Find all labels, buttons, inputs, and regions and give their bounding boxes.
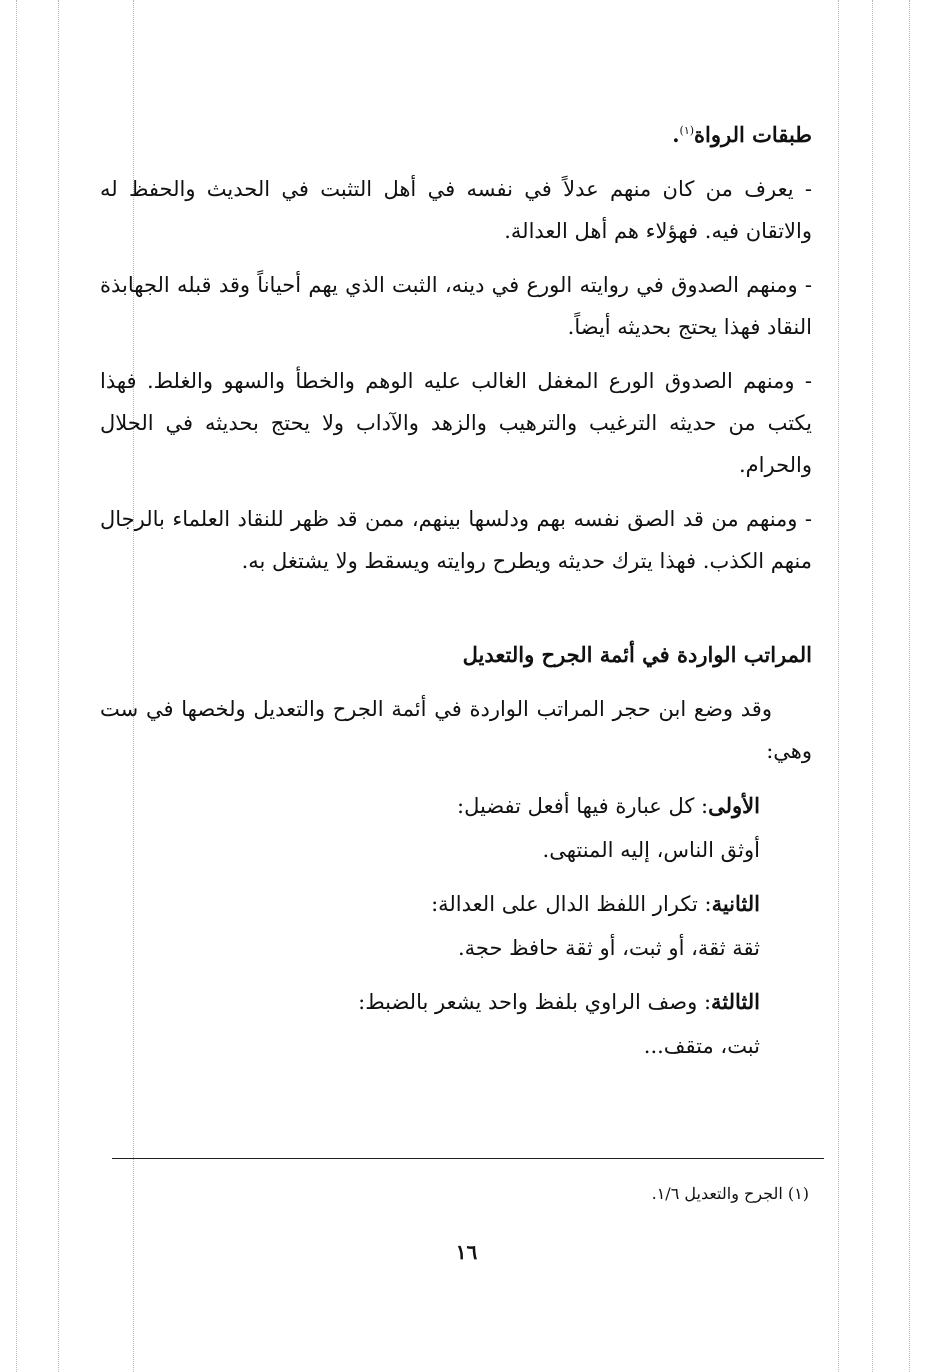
scan-artifact-line: [838, 0, 839, 1372]
paragraph: - ومنهم من قد الصق نفسه بهم ودلسها بينهم، ممن قد ظهر للنقاد العلماء بالرجال منهم الكذب. فهذا يترك حديثه ويطرح روايته ويسقط ولا يشتغل به.: [100, 507, 812, 573]
rank-example: ثبت، متقف...: [643, 1034, 760, 1058]
section-title-text: طبقات الرواة: [694, 122, 812, 147]
section-heading-ranks: المراتب الواردة في أئمة الجرح والتعديل: [462, 642, 812, 667]
rank-item: [100, 882, 760, 970]
page-body: [100, 100, 812, 1078]
section-title-end: .: [672, 122, 680, 147]
rank-title: الأولى: [708, 793, 760, 818]
section-title-narrator-classes: [100, 114, 812, 152]
scan-artifact-line: [872, 0, 873, 1372]
rank-title: الثالثة: [711, 989, 760, 1014]
intro-paragraph: وقد وضع ابن حجر المراتب الواردة في أئمة الجرح والتعديل ولخصها في ست وهي:: [100, 697, 812, 763]
rank-description: : تكرار اللفظ الدال على العدالة:: [431, 892, 712, 916]
paragraph: - ومنهم الصدوق في روايته الورع في دينه، الثبت الذي يهم أحياناً وقد قبله الجهابذة النقاد فهذا يحتج بحديثه أيضاً.: [100, 273, 812, 339]
scan-artifact-line: [16, 0, 17, 1372]
rank-example: ثقة ثقة، أو ثبت، أو ثقة حافظ حجة.: [457, 936, 760, 960]
scan-artifact-line: [909, 0, 910, 1372]
paragraph: - ومنهم الصدوق الورع المغفل الغالب عليه الوهم والخطأ والسهو والغلط. فهذا يكتب من حديثه الترغيب والترهيب والزهد والآداب ولا يحتج بحديثه في الحلال والحرام.: [100, 369, 812, 477]
footnote-divider: [112, 1158, 824, 1159]
page-number: ١٦: [455, 1240, 478, 1264]
footnote: (١) الجرح والتعديل ١/٦.: [651, 1184, 809, 1203]
paragraph: - يعرف من كان منهم عدلاً في نفسه في أهل التثبت في الحديث والحفظ له والاتقان فيه. فهؤلاء هم أهل العدالة.: [100, 177, 812, 243]
rank-title: الثانية: [711, 891, 760, 916]
rank-item: [100, 980, 760, 1068]
rank-example: أوثق الناس، إليه المنتهى.: [542, 838, 760, 862]
rank-item: [100, 784, 760, 872]
scan-artifact-line: [58, 0, 59, 1372]
rank-description: : كل عبارة فيها أفعل تفضيل:: [457, 794, 709, 818]
footnote-reference: (١): [679, 124, 695, 137]
rank-description: : وصف الراوي بلفظ واحد يشعر بالضبط:: [358, 990, 712, 1014]
